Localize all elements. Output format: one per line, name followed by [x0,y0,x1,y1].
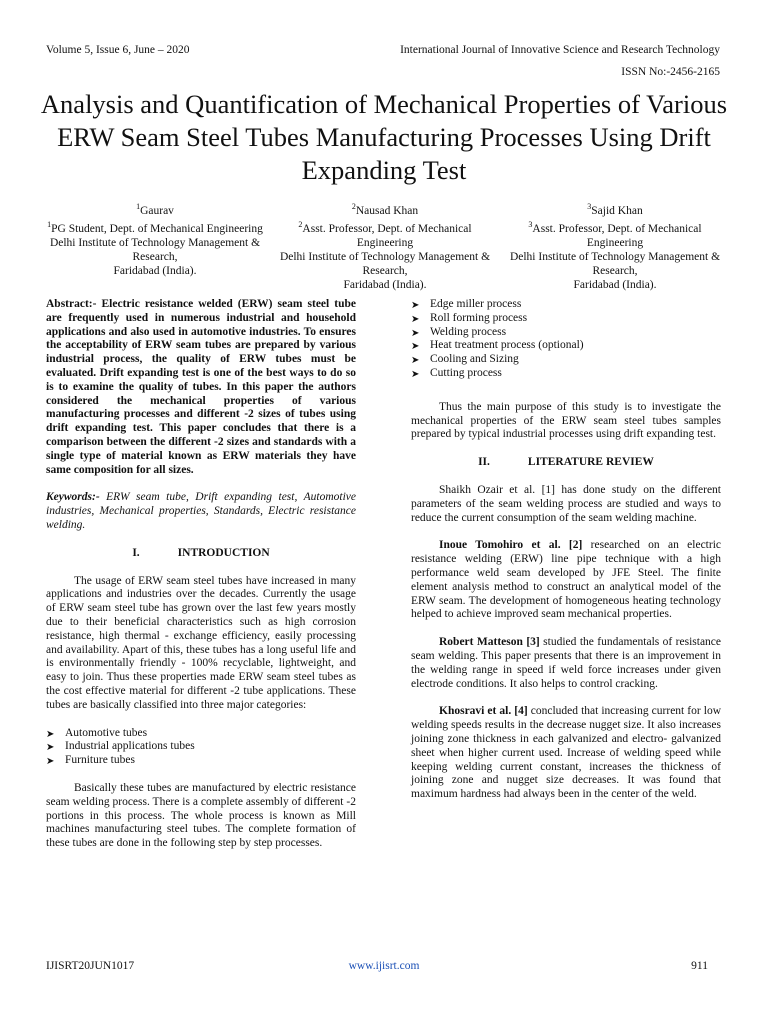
keywords-text: ERW seam tube, Drift expanding test, Automotive industries, Mechanical properties, Standards, Electric resistance welding. [46,491,356,531]
section-title: INTRODUCTION [177,546,270,559]
lit-paragraph-4 [411,705,721,802]
keywords-label: Keywords:- [46,491,100,504]
affil-sup: 1 [47,219,52,229]
citation-lead: Robert Matteson [3] [439,636,540,649]
section-number: I. [132,546,140,559]
author-sup: 3 [587,202,592,211]
keywords [46,491,356,532]
right-column [411,298,721,816]
author-1 [40,200,270,292]
list-item: ➤ Automotive tubes [46,727,356,741]
process-steps-list [411,298,721,381]
header-issn: ISSN No:-2456-2165 [621,66,720,78]
header-volume: Volume 5, Issue 6, June – 2020 [46,44,190,56]
lit-paragraph-3 [411,636,721,691]
abstract: Abstract:- Electric resistance welded (ERW) seam steel tube are frequently used in numerous industrial and household applications and also used in automotive industries. To ensures the acceptability of ERW seam tubes are prepared by various industrial process, the quality of ERW tubes must be evaluated. Drift expanding test is one of the best ways to do so is to examine the quality of tubes. In this paper the authors considered the mechanical properties of various manufacturing processes and different -2 sizes of tubes using drift expanding test. This paper concludes that there is a comparison between the different -2 sizes and standards with a single type of material known as ERW materials they have same composition for all sizes. [46,298,356,476]
list-item: ➤ Roll forming process [411,312,721,326]
affil-sup: 3 [528,219,533,229]
list-item: ➤ Edge miller process [411,298,721,312]
author-name: Gaurav [140,204,174,217]
section-number: II. [478,456,490,469]
list-item: ➤ Industrial applications tubes [46,740,356,754]
section-heading-literature-review [411,456,721,470]
tube-categories-list [46,727,356,768]
author-sup: 2 [351,202,356,211]
section-title: LITERATURE REVIEW [527,456,654,469]
paragraph-text: concluded that increasing current for low welding speeds results in the decrease nugget size. It also increases joining zone thickness in each galvanized and electro- galvanized sheet when higher current used. Increase of welding speed while keeping welding current constant, increases the thickness of joining zone and nugget size decreases. It was found that maximum hardness had always been in the center of the weld. [411,705,722,801]
author-location: Faridabad (India). [343,278,427,291]
affil-sup: 2 [298,219,303,229]
paragraph-text: studied the fundamentals of resistance seam welding. This paper presents that there is an improvement in the welding range in speed if weld force increases under given electrode conditions. It also helps to control cracking. [411,636,722,690]
list-item: ➤ Welding process [411,326,721,340]
paragraph-text: researched on an electric resistance welding (ERW) line pipe technique with a high performance weld seam developed by JFE Steel. The finite element analysis method to construct an analytical model of the ERW seam. The development of homogeneous heating technology helped to achieve improved seam mechanical properties. [411,539,722,621]
list-item: ➤ Cutting process [411,367,721,381]
author-sup: 1 [136,202,141,211]
section-heading-introduction [46,547,356,561]
author-location: Faridabad (India). [113,264,197,277]
list-item: ➤ Heat treatment process (optional) [411,339,721,353]
author-2 [270,200,500,292]
author-institute: Delhi Institute of Technology Management & Research, [49,236,261,263]
footer-page-number: 911 [691,960,708,972]
lit-paragraph-2 [411,539,721,622]
list-item: ➤ Cooling and Sizing [411,353,721,367]
author-name: Sajid Khan [591,204,643,217]
author-block [40,200,730,292]
author-affiliation: PG Student, Dept. of Mechanical Engineering [51,222,263,235]
author-location: Faridabad (India). [573,278,657,291]
author-affiliation: Asst. Professor, Dept. of Mechanical Engineering [302,222,472,249]
list-item: ➤ Furniture tubes [46,754,356,768]
footer-paper-id: IJISRT20JUN1017 [46,960,135,972]
author-institute: Delhi Institute of Technology Management & Research, [279,250,491,277]
author-name: Nausad Khan [355,204,419,217]
lit-paragraph-1: Shaikh Ozair et al. [1] has done study on the different parameters of the seam welding process are studied and ways to reduce the current consumption of the seam welding machine. [411,483,721,524]
footer-url-link[interactable]: www.ijisrt.com [348,960,420,972]
left-column [46,298,356,865]
author-3 [500,200,730,292]
author-affiliation: Asst. Professor, Dept. of Mechanical Engineering [532,222,702,249]
author-institute: Delhi Institute of Technology Management & Research, [509,250,721,277]
intro-paragraph-1: The usage of ERW seam steel tubes have increased in many applications and industries over the decades. Currently the usage of ERW seam steel tube has grown over the last few years mostly due to their beneficial characteristics such as high corrosion resistance, high thermal - exchange efficiency, easily processing and availability. Apart of this, these tubes has a long useful life and is environmentally friendly - 100% recyclable, lightweight, and easy to join. Thus these properties made ERW seam steel tubes as the cost effective material for different -2 tube applications. These tubes are basically classified into three major categories: [46,574,356,711]
intro-paragraph-2: Basically these tubes are manufactured by electric resistance seam welding process. There is a complete assembly of different -2 portions in this process. The whole process is known as Mill machines manufacturing steel tubes. The complete formation of these tubes are done in the following step by step processes. [46,781,356,850]
purpose-paragraph: Thus the main purpose of this study is to investigate the mechanical properties of the ERW seam steel tubes samples prepared by typical industrial processes using drift expanding test. [411,400,721,441]
citation-lead: Khosravi et al. [4] [439,705,528,718]
header-journal: International Journal of Innovative Science and Research Technology [400,44,720,56]
paper-title: Analysis and Quantification of Mechanical Properties of Various ERW Seam Steel Tubes Manufacturing Processes Using Drift Expanding Test [40,89,728,185]
citation-lead: Inoue Tomohiro et al. [2] [439,539,583,552]
